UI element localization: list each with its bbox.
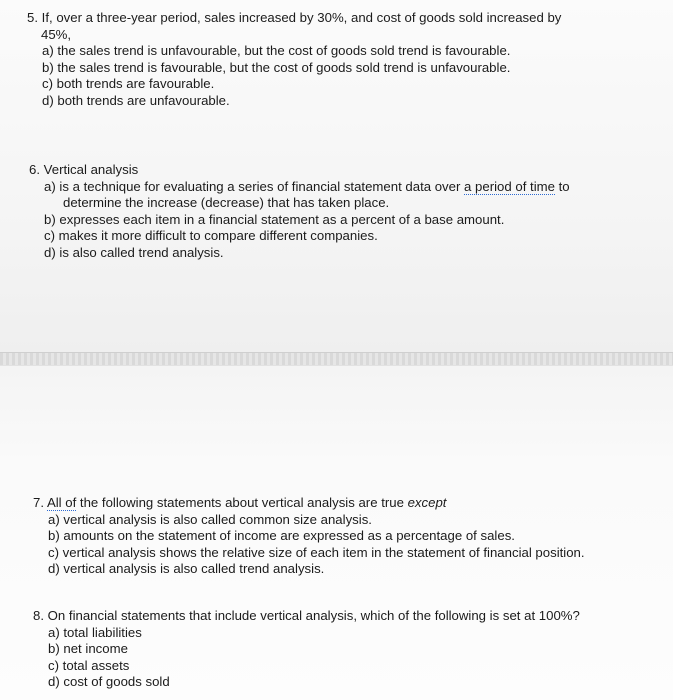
question-8-option-c: c) total assets (48, 657, 130, 673)
question-5 (27, 10, 561, 109)
underlined-phrase[interactable]: a period of time (464, 178, 555, 194)
question-7-option-b: b) amounts on the statement of income are expressed as a percentage of sales. (48, 528, 515, 543)
question-8 (33, 608, 580, 691)
question-8-stem: 8. On financial statements that include vertical analysis, which of the following is set at 100%? (33, 608, 580, 623)
question-5-option-b: b) the sales trend is favourable, but the cost of goods sold trend is unfavourable. (42, 59, 511, 75)
question-8-option-b: b) net income (48, 641, 128, 656)
underlined-phrase[interactable]: All of (46, 495, 77, 510)
question-5-option-c: c) both trends are favourable. (42, 76, 215, 91)
question-6-option-d: d) is also called trend analysis. (44, 244, 224, 260)
question-6-stem: 6. Vertical analysis (29, 162, 139, 177)
question-6-option-b: b) expresses each item in a financial statement as a percent of a base amount. (44, 211, 505, 227)
question-8-option-a: a) total liabilities (48, 624, 142, 640)
question-7 (33, 495, 585, 578)
question-6-option-a-text: a) is a technique for evaluating a series of financial statement data over (44, 178, 465, 194)
question-7-emphasis: except (407, 495, 447, 510)
question-5-option-d: d) both trends are unfavourable. (42, 92, 230, 108)
question-7-option-a: a) vertical analysis is also called common size analysis. (48, 511, 372, 527)
question-7-stem (33, 495, 585, 512)
question-6 (29, 162, 570, 261)
question-5-option-a: a) the sales trend is unfavourable, but the cost of goods sold trend is favourable. (42, 43, 511, 58)
question-7-number: 7. (33, 495, 47, 510)
question-6-option-a-tail: to (554, 178, 570, 194)
page-divider (0, 352, 673, 366)
question-5-stem-cont: 45%, (41, 26, 72, 42)
question-7-stem-text: the following statements about vertical analysis are true (76, 495, 408, 510)
question-6-option-a (29, 179, 570, 196)
question-5-stem: 5. If, over a three-year period, sales increased by 30%, and cost of goods sold increased by (27, 10, 562, 25)
question-7-option-d: d) vertical analysis is also called trend analysis. (48, 561, 325, 576)
question-8-option-d: d) cost of goods sold (48, 674, 170, 689)
question-7-option-c: c) vertical analysis shows the relative size of each item in the statement of financial position. (48, 544, 585, 560)
question-6-option-c: c) makes it more difficult to compare different companies. (44, 228, 378, 243)
question-6-option-a-cont: determine the increase (decrease) that has taken place. (63, 195, 390, 210)
